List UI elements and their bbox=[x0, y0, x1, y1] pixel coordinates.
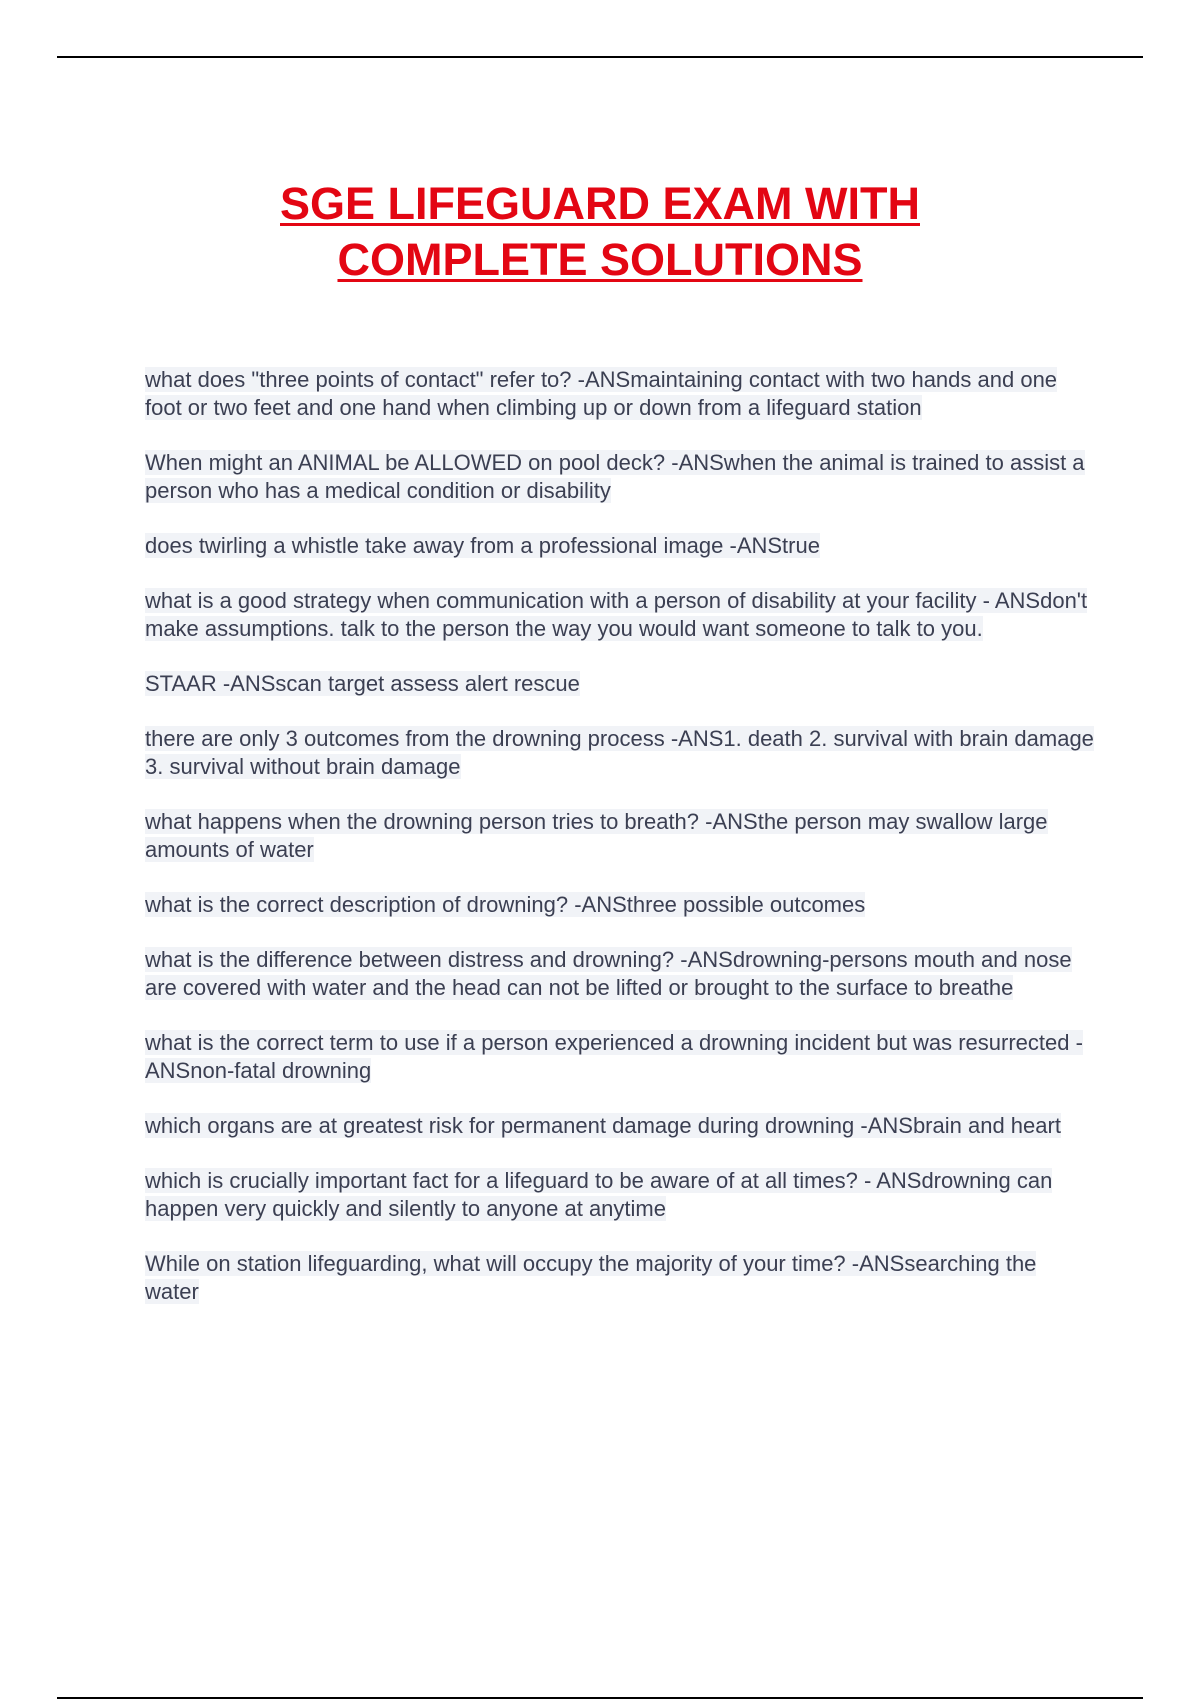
qa-item bbox=[145, 532, 1095, 560]
qa-item bbox=[145, 808, 1095, 864]
qa-item bbox=[145, 587, 1095, 643]
qa-text: does twirling a whistle take away from a professional image -ANStrue bbox=[145, 533, 820, 558]
qa-item bbox=[145, 1250, 1095, 1306]
qa-item bbox=[145, 891, 1095, 919]
qa-text: what happens when the drowning person tries to breath? -ANSthe person may swallow large amounts of water bbox=[145, 809, 1048, 862]
qa-text: what is the correct description of drowning? -ANSthree possible outcomes bbox=[145, 892, 866, 917]
qa-text: STAAR -ANSscan target assess alert rescue bbox=[145, 671, 580, 696]
qa-text: While on station lifeguarding, what will occupy the majority of your time? -ANSsearching the water bbox=[145, 1251, 1037, 1304]
qa-item bbox=[145, 725, 1095, 781]
qa-text: which organs are at greatest risk for permanent damage during drowning -ANSbrain and heart bbox=[145, 1113, 1061, 1138]
qa-item bbox=[145, 946, 1095, 1002]
qa-item bbox=[145, 1029, 1095, 1085]
qa-item bbox=[145, 366, 1095, 422]
qa-item bbox=[145, 449, 1095, 505]
qa-item bbox=[145, 1112, 1095, 1140]
qa-text: When might an ANIMAL be ALLOWED on pool deck? -ANSwhen the animal is trained to assist a person who has a medical condition or disability bbox=[145, 450, 1085, 503]
qa-text: what does "three points of contact" refer to? -ANSmaintaining contact with two hands and one foot or two feet and one hand when climbing up or down from a lifeguard station bbox=[145, 367, 1058, 420]
qa-text: what is the difference between distress and drowning? -ANSdrowning-persons mouth and nose are covered with water and the head can not be lifted or brought to the surface to breathe bbox=[145, 947, 1072, 1000]
qa-list bbox=[145, 366, 1095, 1333]
title-line-1: SGE LIFEGUARD EXAM WITH bbox=[280, 178, 920, 229]
qa-text: which is crucially important fact for a lifeguard to be aware of at all times? - ANSdrowning can happen very quickly and silently to anyone at anytime bbox=[145, 1168, 1053, 1221]
qa-text: there are only 3 outcomes from the drowning process -ANS1. death 2. survival with brain damage 3. survival without brain damage bbox=[145, 726, 1094, 779]
qa-item bbox=[145, 670, 1095, 698]
document-title bbox=[0, 176, 1200, 288]
top-rule bbox=[57, 56, 1143, 58]
qa-text: what is a good strategy when communication with a person of disability at your facility - ANSdon't make assumptions. talk to the person the way you would want someone to talk to you. bbox=[145, 588, 1088, 641]
qa-text: what is the correct term to use if a person experienced a drowning incident but was resurrected -ANSnon-fatal drowning bbox=[145, 1030, 1083, 1083]
title-line-2: COMPLETE SOLUTIONS bbox=[337, 234, 863, 285]
qa-item bbox=[145, 1167, 1095, 1223]
bottom-rule bbox=[57, 1697, 1143, 1699]
